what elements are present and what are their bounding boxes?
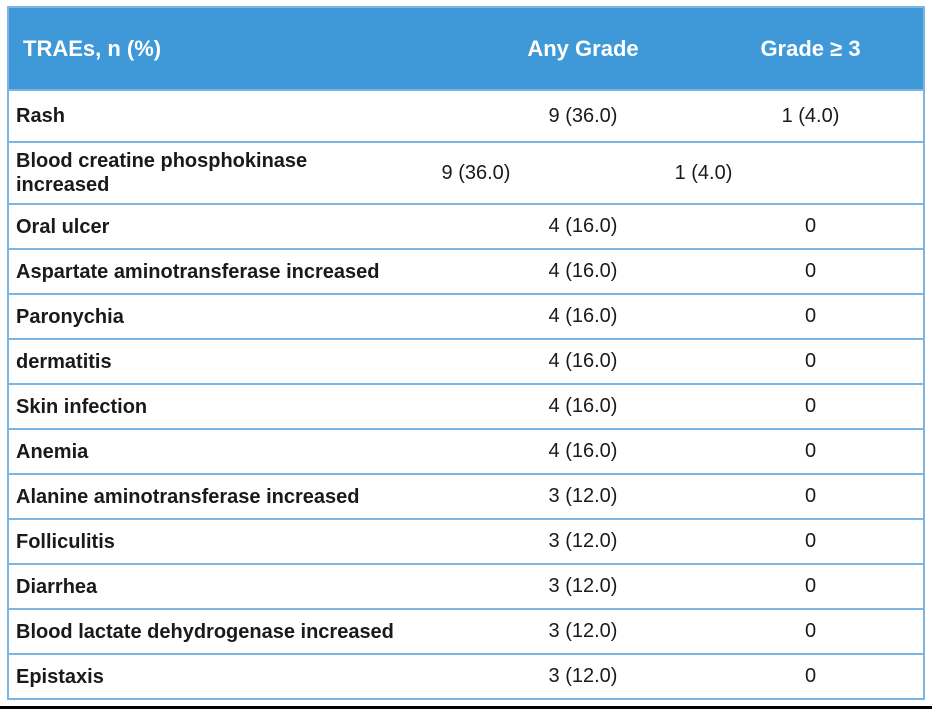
any-grade-value-cell: 9 (36.0)	[548, 104, 618, 127]
trae-name-cell: Diarrhea	[16, 575, 98, 598]
grade-ge-3-value-cell: 1 (4.0)	[781, 104, 840, 127]
grade-ge-3-value-cell: 0	[804, 485, 817, 507]
trae-name-cell: Blood lactate dehydrogenase increased	[16, 620, 394, 643]
column-header-traes: TRAEs, n (%)	[23, 35, 162, 61]
grade-ge-3-value-cell: 1 (4.0)	[674, 161, 733, 184]
any-grade-value-cell: 4 (16.0)	[548, 350, 618, 372]
grade-ge-3-value-cell: 0	[804, 215, 817, 237]
any-grade-value-cell: 4 (16.0)	[548, 305, 618, 327]
table-header-row	[9, 8, 923, 89]
table-row	[9, 248, 923, 293]
any-grade-value-cell: 3 (12.0)	[548, 575, 618, 597]
any-grade-value-cell: 3 (12.0)	[548, 620, 618, 642]
any-grade-value-cell: 9 (36.0)	[441, 161, 511, 184]
table-row	[9, 428, 923, 473]
table-row	[9, 89, 923, 141]
grade-ge-3-value-cell: 0	[804, 350, 817, 372]
table-row	[9, 608, 923, 653]
slide-bottom-divider	[0, 706, 932, 709]
table-row	[9, 338, 923, 383]
grade-ge-3-value-cell: 0	[804, 575, 817, 597]
trae-name-cell: Epistaxis	[16, 665, 104, 688]
any-grade-value-cell: 3 (12.0)	[548, 665, 618, 687]
trae-name-cell: Alanine aminotransferase increased	[16, 485, 360, 508]
grade-ge-3-value-cell: 0	[804, 440, 817, 462]
table-row	[9, 518, 923, 563]
trae-name-cell: Anemia	[16, 440, 89, 463]
trae-name-cell: Oral ulcer	[16, 215, 110, 238]
table-row	[9, 563, 923, 608]
grade-ge-3-value-cell: 0	[804, 620, 817, 642]
table-row	[9, 653, 923, 698]
any-grade-value-cell: 4 (16.0)	[548, 395, 618, 417]
grade-ge-3-value-cell: 0	[804, 395, 817, 417]
trae-name-cell: Skin infection	[16, 395, 148, 418]
table-row	[9, 473, 923, 518]
trae-name-cell: Folliculitis	[16, 530, 115, 553]
column-header-any-grade: Any Grade	[527, 35, 639, 61]
grade-ge-3-value-cell: 0	[804, 530, 817, 552]
any-grade-value-cell: 4 (16.0)	[548, 260, 618, 282]
trae-name-cell: dermatitis	[16, 350, 112, 373]
trae-name-cell: Paronychia	[16, 305, 124, 328]
table-row	[9, 203, 923, 248]
column-header-grade-ge-3: Grade ≥ 3	[760, 35, 861, 61]
table-row	[9, 141, 923, 203]
trae-name-cell: Blood creatine phosphokinase increased	[16, 150, 308, 196]
table-body	[9, 89, 923, 698]
table-row	[9, 383, 923, 428]
grade-ge-3-value-cell: 0	[804, 665, 817, 687]
trae-name-cell: Aspartate aminotransferase increased	[16, 260, 380, 283]
table-row	[9, 293, 923, 338]
trae-name-cell: Rash	[16, 105, 65, 127]
any-grade-value-cell: 4 (16.0)	[548, 215, 618, 237]
grade-ge-3-value-cell: 0	[804, 260, 817, 282]
trae-table	[7, 6, 925, 700]
any-grade-value-cell: 3 (12.0)	[548, 530, 618, 552]
any-grade-value-cell: 4 (16.0)	[548, 440, 618, 462]
grade-ge-3-value-cell: 0	[804, 305, 817, 327]
any-grade-value-cell: 3 (12.0)	[548, 485, 618, 507]
